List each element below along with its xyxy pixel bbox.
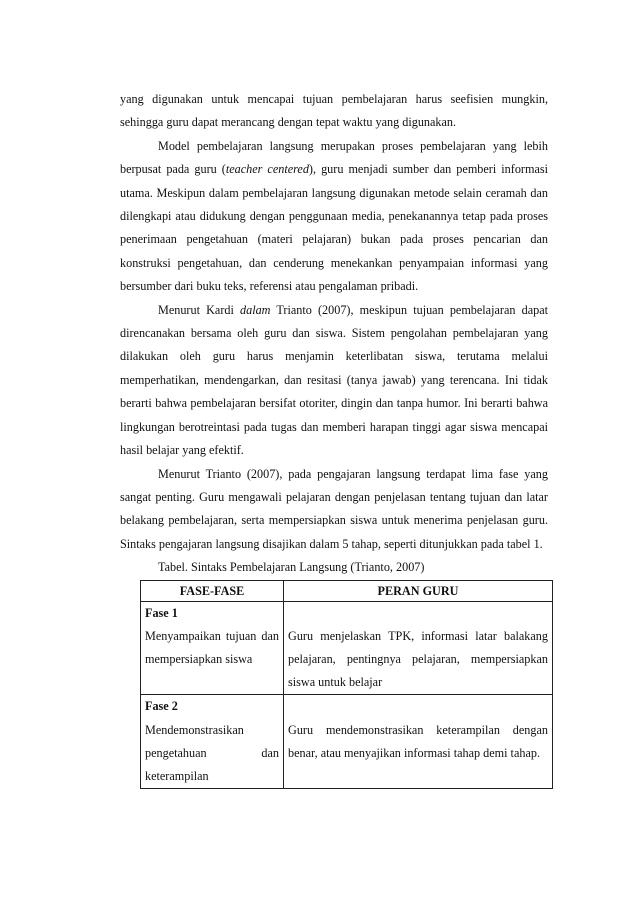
role-description: Guru mendemonstrasikan keterampilan dengan benar, atau menyajikan informasi tahap demi tahap.	[288, 722, 548, 760]
paragraph-1-text: yang digunakan untuk mencapai tujuan pembelajaran harus seefisien mungkin, sehingga guru dapat merancang dengan tepat waktu yang digunakan.	[120, 92, 548, 130]
syntax-table	[140, 580, 553, 790]
table-row	[141, 601, 553, 695]
table-cell-phase	[141, 695, 284, 789]
paragraph-3-text-a: Menurut Kardi	[158, 302, 241, 317]
table-header-role: PERAN GURU	[284, 580, 553, 601]
table-cell-role	[284, 695, 553, 789]
paragraph-2-italic-term: teacher centered	[225, 162, 309, 177]
table-cell-role	[284, 601, 553, 695]
phase-description: Menyampaikan tujuan dan mempersiapkan siswa	[145, 628, 280, 666]
table-cell-phase	[141, 601, 284, 695]
table-header-row	[141, 580, 553, 601]
document-page	[120, 88, 548, 789]
paragraph-2-text-a: Model pembelajaran langsung merupakan proses pembelajaran yang lebih berpusat pada guru (	[120, 138, 548, 177]
paragraph-2-text-b: ), guru menjadi sumber dan pemberi informasi utama. Meskipun dalam pembelajaran langsung digunakan metode selain ceramah dan dilengkapi atau didukung dengan penggunaan media, penekanannya tetap pada proses penerimaan pengetahuan (materi pelajaran) bukan pada proses pencarian dan konstruksi pengetahuan, dan cenderung menekankan penyampaian informasi yang bersumber dari buku teks, referensi atau pengalaman pribadi.	[120, 162, 548, 294]
paragraph-4	[120, 463, 548, 557]
paragraph-2	[120, 135, 548, 299]
phase-label: Fase 2	[145, 699, 178, 714]
phase-description: Mendemonstrasikan pengetahuan dan keterampilan	[145, 722, 280, 783]
table-header-phase: FASE-FASE	[141, 580, 284, 601]
table-caption: Tabel. Sintaks Pembelajaran Langsung (Trianto, 2007)	[158, 560, 425, 575]
paragraph-1	[120, 88, 548, 135]
paragraph-4-text: Menurut Trianto (2007), pada pengajaran langsung terdapat lima fase yang sangat penting. Guru mengawali pelajaran dengan penjelasan tentang tujuan dan latar belakang pembelajaran, serta mempersiapkan siswa untuk menerima penjelasan guru. Sintaks pengajaran langsung disajikan dalam 5 tahap, seperti ditunjukkan pada tabel 1.	[120, 466, 548, 551]
role-description: Guru menjelaskan TPK, informasi latar balakang pelajaran, pentingnya pelajaran, mempersiapkan siswa untuk belajar	[288, 628, 548, 690]
paragraph-3	[120, 299, 548, 463]
paragraph-3-text-b: Trianto (2007), meskipun tujuan pembelajaran dapat direncanakan bersama oleh guru dan siswa. Sistem pengolahan pembelajaran yang dilakukan oleh guru harus menjamin keterlibatan siswa, terutama melalui memperhatikan, mendengarkan, dan resitasi (tanya jawab) yang terencana. Ini tidak berarti bahwa pembelajaran bersifat otoriter, dingin dan tanpa humor. Ini berarti bahwa lingkungan berotreintasi pada tugas dan memberi harapan tinggi agar siswa mencapai hasil belajar yang efektif.	[120, 302, 548, 458]
paragraph-3-italic-term: dalam	[240, 302, 271, 317]
phase-label: Fase 1	[145, 605, 178, 620]
table-row	[141, 695, 553, 789]
